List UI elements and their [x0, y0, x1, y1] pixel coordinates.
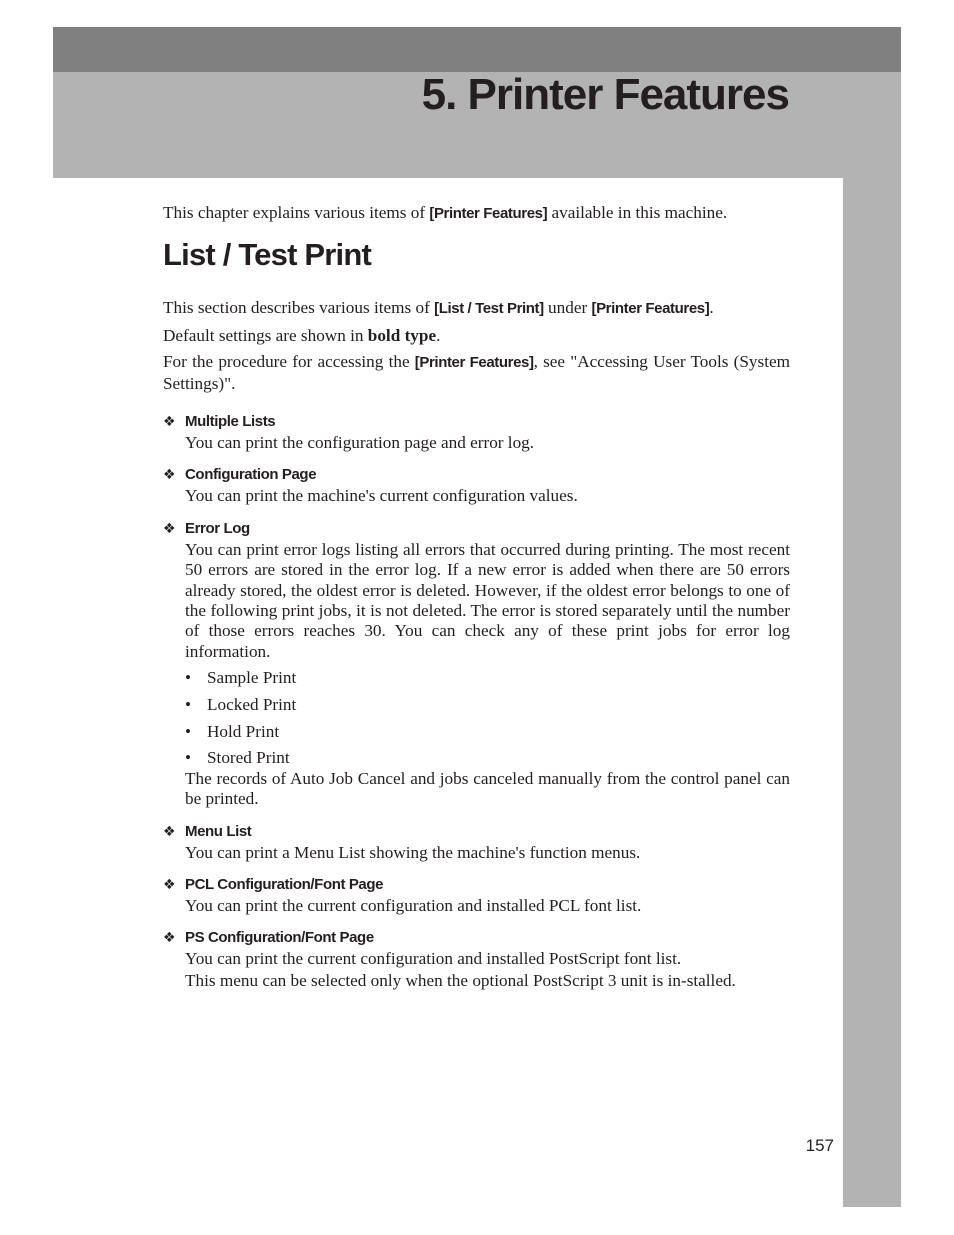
item-heading: PS Configuration/Font Page [185, 929, 374, 947]
bullet-dot-icon: • [185, 721, 192, 741]
item-heading: Menu List [185, 822, 252, 840]
diamond-bullet-icon: ❖ [163, 467, 176, 484]
section-title: List / Test Print [163, 237, 372, 273]
page-content [163, 203, 790, 991]
p3-text: For the procedure for accessing the [163, 352, 415, 372]
p2-bold-type: bold type [367, 325, 437, 345]
list-item-label: Hold Print [207, 721, 280, 741]
intro-text-end: available in this machine. [547, 203, 728, 222]
diamond-bullet-icon: ❖ [163, 520, 176, 537]
item-body-after-list: The records of Auto Job Cancel and jobs canceled manually from the control panel can be printed. [185, 768, 790, 809]
p3-text-end: , see "Accessing User Tools (System Settings)". [163, 352, 790, 393]
p1-text: This section describes various items of [163, 298, 435, 318]
list-item [185, 695, 790, 715]
section-paragraph-2 [163, 326, 790, 346]
item-heading: Multiple Lists [185, 413, 276, 431]
chapter-title: 5. Printer Features [421, 70, 789, 119]
item-ps-configuration-font-page [163, 928, 790, 991]
chapter-header-dark-band [53, 27, 901, 72]
item-error-log [163, 519, 790, 810]
intro-key-label: [Printer Features] [429, 205, 548, 222]
page-number: 157 [805, 1136, 834, 1155]
item-body: You can print the machine's current configuration values. [185, 486, 578, 506]
p1-text-mid: under [543, 298, 592, 318]
item-heading: Configuration Page [185, 466, 317, 484]
page-side-tab-bar [843, 178, 901, 1207]
bullet-dot-icon: • [185, 694, 192, 714]
item-heading: Error Log [185, 519, 250, 537]
item-body-note: This menu can be selected only when the optional PostScript 3 unit is in-stalled. [185, 970, 736, 990]
p1-key-printer-features: [Printer Features] [591, 300, 710, 318]
chapter-intro [163, 203, 790, 224]
list-item [185, 668, 790, 688]
diamond-bullet-icon: ❖ [163, 877, 176, 894]
item-heading-row [163, 928, 790, 948]
p1-text-end: . [709, 298, 714, 318]
list-item [185, 722, 790, 742]
p2-text: Default settings are shown in [163, 325, 368, 345]
item-heading-row [163, 875, 790, 895]
list-item [185, 748, 790, 768]
intro-text: This chapter explains various items of [163, 203, 430, 222]
diamond-bullet-icon: ❖ [163, 823, 176, 840]
p3-key-printer-features: [Printer Features] [414, 354, 534, 372]
item-body: You can print the configuration page and error log. [185, 433, 535, 453]
list-item-label: Sample Print [207, 668, 297, 688]
item-heading-row [163, 519, 790, 539]
print-job-list [185, 668, 790, 769]
item-body: You can print a Menu List showing the machine's function menus. [185, 842, 641, 862]
item-pcl-configuration-font-page [163, 875, 790, 916]
item-heading-row [163, 465, 790, 485]
item-heading-row [163, 822, 790, 842]
item-menu-list [163, 822, 790, 863]
p2-text-end: . [436, 325, 441, 345]
list-item-label: Stored Print [207, 748, 290, 768]
item-body: You can print the current configuration and installed PCL font list. [185, 896, 642, 916]
item-configuration-page [163, 465, 790, 506]
item-body: You can print the current configuration and installed PostScript font list. [185, 949, 682, 969]
bullet-dot-icon: • [185, 748, 192, 768]
item-body: You can print error logs listing all errors that occurred during printing. The most recent 50 errors are stored in the error log. If a new error is added when there are 50 errors already stored, the oldest error is deleted. However, if the oldest error belongs to one of the following print jobs, it is not deleted. The error is stored separately until the number of those errors reaches 30. You can check any of these print jobs for error log information. [185, 539, 790, 661]
section-paragraph-1 [163, 298, 790, 319]
section-paragraph-3 [163, 352, 790, 394]
list-item-label: Locked Print [207, 694, 297, 714]
item-heading: PCL Configuration/Font Page [185, 876, 384, 894]
item-multiple-lists [163, 412, 790, 453]
p1-key-list-test-print: [List / Test Print] [434, 300, 544, 318]
item-heading-row [163, 412, 790, 432]
diamond-bullet-icon: ❖ [163, 930, 176, 947]
diamond-bullet-icon: ❖ [163, 414, 176, 431]
bullet-dot-icon: • [185, 668, 192, 688]
